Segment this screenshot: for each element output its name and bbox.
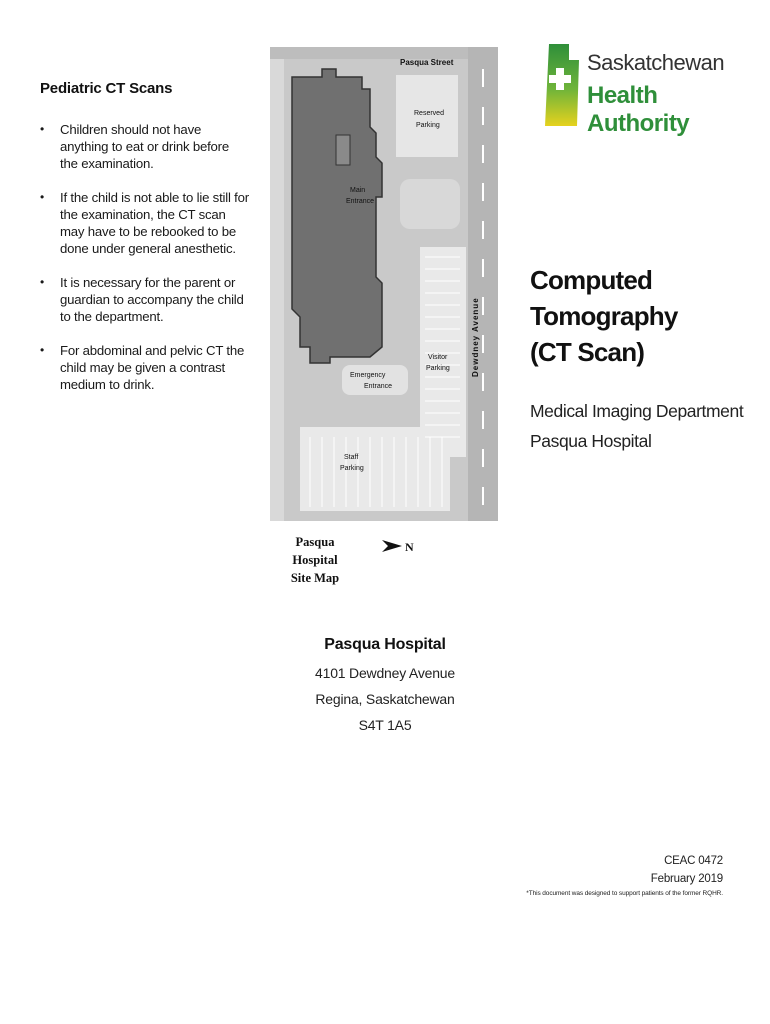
street-label: Pasqua Street bbox=[400, 58, 454, 67]
title-line1: Computed Tomography bbox=[530, 265, 678, 331]
list-item: • If the child is not able to lie still for the examination, the CT scan may have to be rebooked to be done under general anesthetic. bbox=[40, 189, 250, 257]
dept-line2: Pasqua Hospital bbox=[530, 431, 652, 451]
staff-parking-label-2: Parking bbox=[340, 465, 364, 472]
dept-line1: Medical Imaging Department bbox=[530, 401, 744, 421]
staff-parking-label: Staff bbox=[344, 454, 359, 461]
list-item: • Children should not have anything to eat or drink before the examination. bbox=[40, 121, 250, 172]
address-line2: Regina, Saskatchewan bbox=[315, 691, 455, 707]
visitor-parking-label: Visitor bbox=[428, 354, 448, 361]
reserved-parking-label: Reserved bbox=[414, 110, 444, 117]
emergency-entrance-label-2: Entrance bbox=[364, 383, 393, 390]
main-entrance-label-2: Entrance bbox=[346, 198, 375, 205]
main-entrance-label: Main bbox=[350, 187, 366, 194]
logo-text-line1: Saskatchewan bbox=[587, 50, 725, 75]
section-title: Pediatric CT Scans bbox=[40, 80, 173, 97]
document-date: February 2019 bbox=[650, 873, 723, 885]
site-map bbox=[270, 47, 498, 521]
hospital-address bbox=[290, 636, 480, 738]
list-item: • It is necessary for the parent or guardian to accompany the child to the department. bbox=[40, 274, 250, 325]
map-caption bbox=[275, 533, 355, 587]
department-info bbox=[530, 396, 750, 456]
instructions-list bbox=[40, 121, 250, 393]
visitor-parking-label-2: Parking bbox=[426, 365, 450, 372]
avenue-label: Dewdney Avenue bbox=[471, 297, 480, 377]
footer-note: *This document was designed to support patients of the former RQHR. bbox=[526, 890, 723, 897]
title-line2: (CT Scan) bbox=[530, 337, 645, 367]
logo-text-line2: Health Authority bbox=[587, 82, 690, 137]
document-footer bbox=[450, 852, 723, 900]
north-label: N bbox=[405, 540, 414, 554]
emergency-entrance-label: Emergency bbox=[350, 372, 386, 379]
list-item: • For abdominal and pelvic CT the child may be given a contrast medium to drink. bbox=[40, 342, 250, 393]
address-line1: 4101 Dewdney Avenue bbox=[315, 665, 455, 681]
left-column bbox=[40, 80, 250, 410]
north-arrow-icon bbox=[380, 536, 420, 556]
map-caption-line2: Site Map bbox=[290, 571, 340, 585]
map-caption-line1: Pasqua Hospital bbox=[292, 535, 338, 567]
hospital-name: Pasqua Hospital bbox=[324, 636, 446, 653]
address-line3: S4T 1A5 bbox=[358, 717, 412, 733]
saskatchewan-shape-icon bbox=[543, 42, 583, 128]
document-code: CEAC 0472 bbox=[664, 855, 723, 867]
reserved-parking-label-2: Parking bbox=[416, 122, 440, 129]
sha-logo bbox=[543, 42, 743, 137]
brochure-title bbox=[530, 262, 750, 370]
